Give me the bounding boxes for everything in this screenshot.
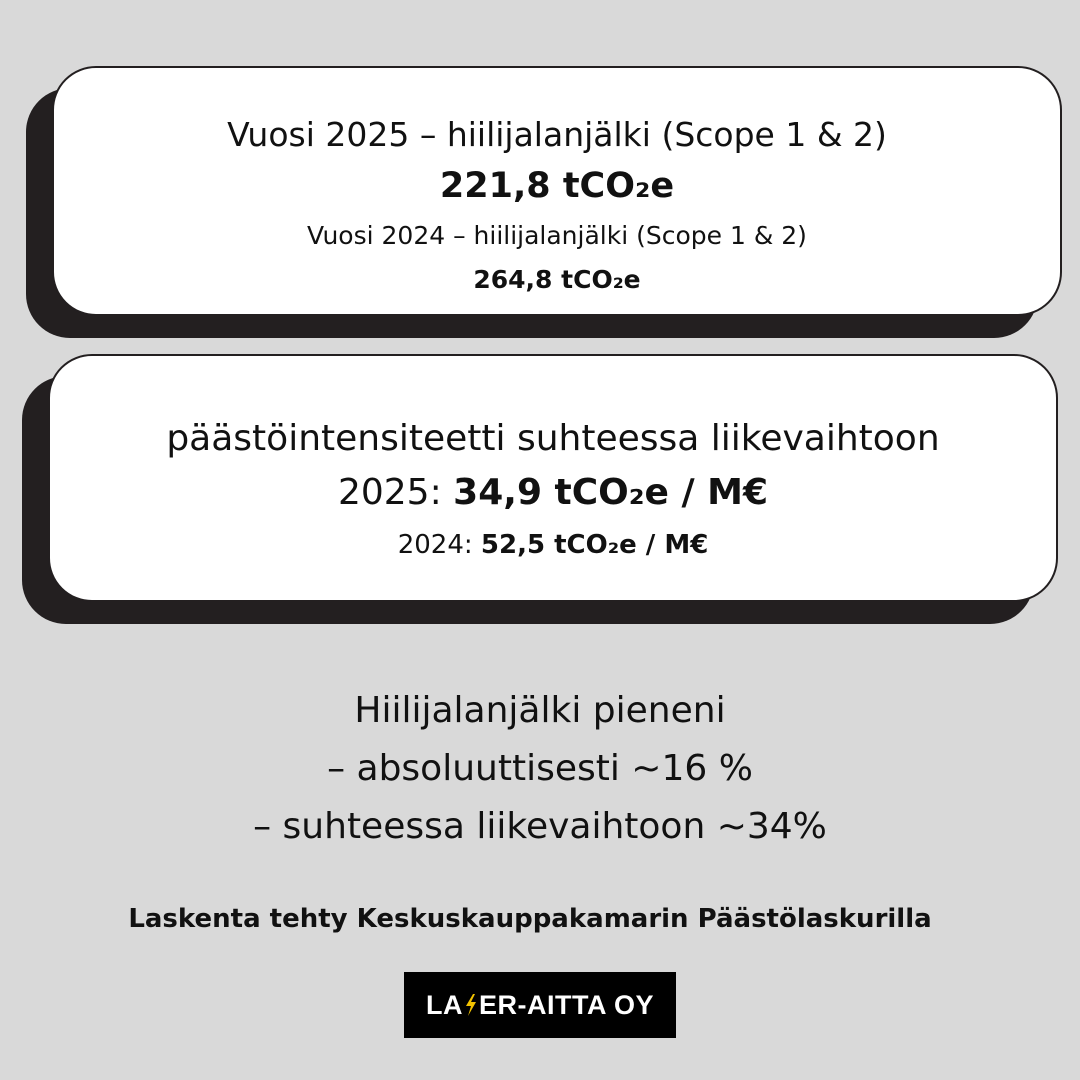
intensity-card <box>48 354 1058 602</box>
intensity-2025-label: 2025: <box>337 472 454 513</box>
logo-text-part2: ER-AITTA OY <box>479 989 654 1020</box>
intensity-2024-label: 2024: <box>397 530 481 560</box>
footprint-2024-value: 264,8 tCO₂e <box>473 265 641 294</box>
footprint-2024-label: Vuosi 2024 – hiilijalanjälki (Scope 1 & 2) <box>307 221 807 250</box>
summary-text <box>0 682 1080 856</box>
summary-relative: – suhteessa liikevaihtoon ~34% <box>253 806 827 847</box>
footprint-2025-value: 221,8 tCO₂e <box>439 166 675 206</box>
intensity-2024-row <box>50 522 1056 568</box>
intensity-title: päästöintensiteetti suhteessa liikevaihtoon <box>166 418 940 459</box>
credit-text: Laskenta tehty Keskuskauppakamarin Päästölaskurilla <box>128 904 932 934</box>
company-logo <box>404 972 676 1038</box>
intensity-2024-value: 52,5 tCO₂e / M€ <box>480 530 709 560</box>
footprint-2025-label: Vuosi 2025 – hiilijalanjälki (Scope 1 & 2) <box>227 115 887 154</box>
intensity-2025-row <box>50 464 1056 522</box>
footprint-card <box>52 66 1062 316</box>
logo-text-part1: LA <box>426 989 463 1020</box>
lightning-bolt-icon <box>464 994 478 1016</box>
intensity-2025-value: 34,9 tCO₂e / M€ <box>453 472 769 513</box>
summary-absolute: – absoluuttisesti ~16 % <box>327 748 753 789</box>
summary-heading: Hiilijalanjälki pieneni <box>354 690 726 731</box>
